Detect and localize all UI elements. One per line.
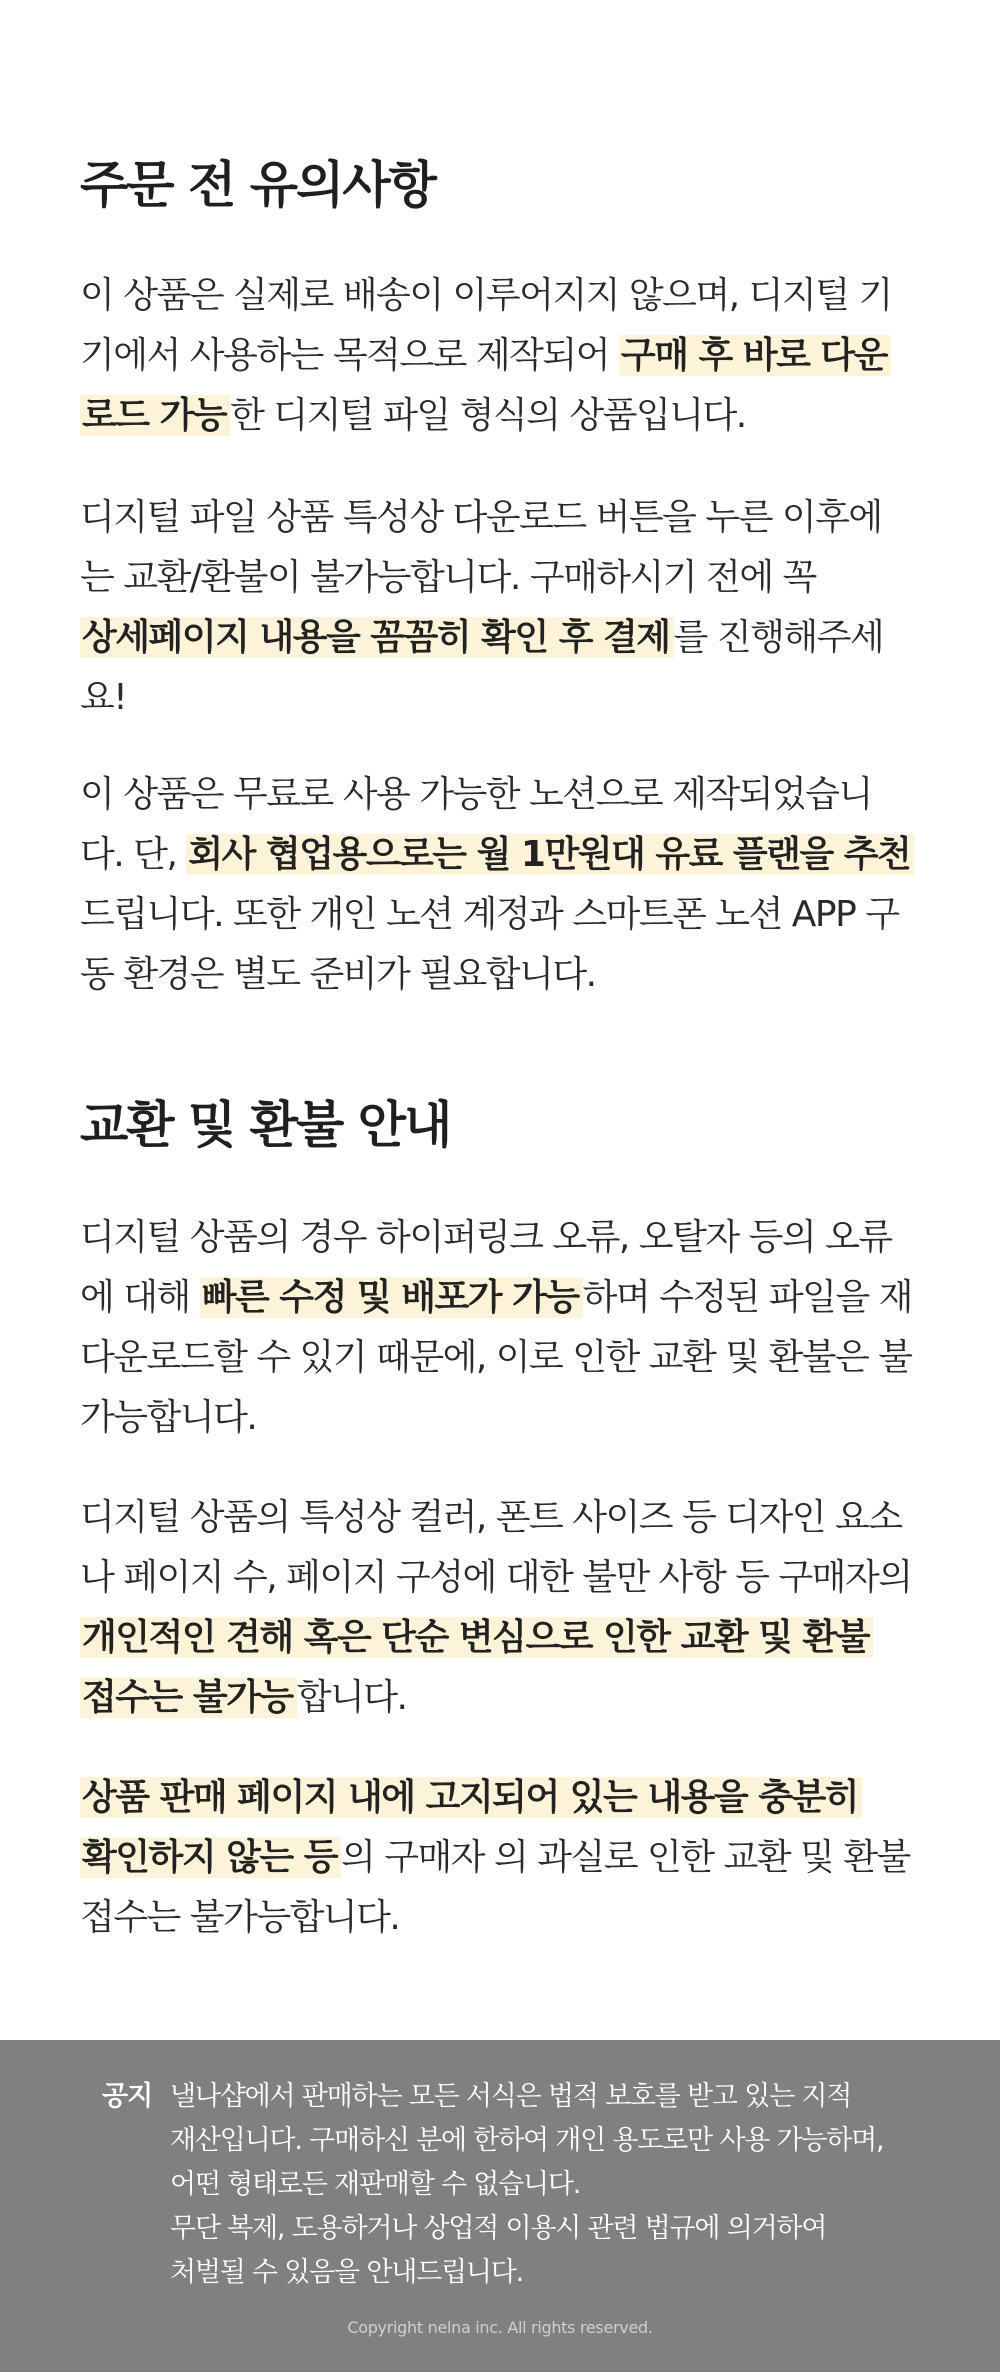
text-line: 요! [80, 677, 127, 718]
highlighted-text: 개인적인 견해 혹은 단순 변심으로 인한 교환 및 환불 [80, 1617, 873, 1658]
text-line: 디지털 파일 상품 특성상 다운로드 버튼을 누른 이후에 [80, 497, 882, 538]
text-line [80, 825, 960, 885]
text-run: 다. 단, [80, 834, 187, 875]
notice-label: 공지 [102, 2081, 153, 2112]
text-run: 한 디지털 파일 형식의 상품입니다. [230, 395, 746, 436]
text-line: 디지털 상품의 경우 하이퍼링크 오류, 오탈자 등의 오류 [80, 1217, 892, 1258]
highlighted-text: 구매 후 바로 다운 [619, 335, 891, 376]
text-line [80, 1768, 960, 1828]
highlighted-text: 회사 협업용으로는 월 1만원대 유료 플랜을 추천 [186, 834, 914, 875]
text-line [80, 1268, 960, 1328]
copyright-text: Copyright nelna inc. All rights reserved. [347, 2318, 653, 2337]
order-notice-paragraph-2 [80, 488, 960, 728]
highlighted-text: 확인하지 않는 등 [80, 1837, 341, 1878]
text-line: 가능합니다. [80, 1397, 257, 1438]
text-line [80, 608, 960, 668]
text-line: 이 상품은 실제로 배송이 이루어지지 않으며, 디지털 기 [80, 275, 892, 316]
text-line [80, 386, 960, 446]
notice-line: 낼나샵에서 판매하는 모든 서식은 법적 보호를 받고 있는 지적 [170, 2081, 852, 2112]
notice-line: 어떤 형태로든 재판매할 수 없습니다. [170, 2169, 581, 2200]
notice-line: 재산입니다. 구매하신 분에 한하여 개인 용도로만 사용 가능하며, [170, 2125, 884, 2156]
text-run: 를 진행해주세 [673, 617, 884, 658]
text-line [80, 326, 960, 386]
copyright-notice-footer [0, 2040, 1000, 2372]
section-title-refund-policy: 교환 및 환불 안내 [80, 1096, 451, 1154]
notice-line: 처벌될 수 있음을 안내드립니다. [170, 2257, 523, 2288]
text-run: 에 대해 [80, 1277, 200, 1318]
order-notice-paragraph-3 [80, 765, 960, 1005]
text-line: 이 상품은 무료로 사용 가능한 노션으로 제작되었습니 [80, 774, 872, 815]
text-line: 접수는 불가능합니다. [80, 1897, 400, 1938]
text-run: 기에서 사용하는 목적으로 제작되어 [80, 335, 619, 376]
notice-body [170, 2075, 883, 2295]
highlighted-text: 빠른 수정 및 배포가 가능 [200, 1277, 583, 1318]
highlighted-text: 상세페이지 내용을 꼼꼼히 확인 후 결제 [80, 617, 674, 658]
text-line: 는 교환/환불이 불가능합니다. 구매하시기 전에 꼭 [80, 557, 816, 598]
text-line [80, 1608, 960, 1668]
refund-paragraph-1 [80, 1208, 960, 1448]
order-notice-paragraph-1 [80, 266, 960, 446]
text-line: 드립니다. 또한 개인 노션 계정과 스마트폰 노션 APP 구 [80, 894, 899, 935]
text-line: 동 환경은 별도 준비가 필요합니다. [80, 954, 596, 995]
text-run: 합니다. [296, 1677, 407, 1718]
highlighted-text: 상품 판매 페이지 내에 고지되어 있는 내용을 충분히 [80, 1777, 862, 1818]
refund-paragraph-2 [80, 1488, 960, 1728]
text-line: 다운로드할 수 있기 때문에, 이로 인한 교환 및 환불은 불 [80, 1337, 912, 1378]
highlighted-text: 로드 가능 [80, 395, 230, 436]
text-line: 나 페이지 수, 페이지 구성에 대한 불만 사항 등 구매자의 [80, 1557, 912, 1598]
text-line [80, 1668, 960, 1728]
text-run: 의 구매자 의 과실로 인한 교환 및 환불 [341, 1837, 910, 1878]
text-line: 디지털 상품의 특성상 컬러, 폰트 사이즈 등 디자인 요소 [80, 1497, 902, 1538]
text-line [80, 1828, 960, 1888]
notice-line: 무단 복제, 도용하거나 상업적 이용시 관련 법규에 의거하여 [170, 2213, 827, 2244]
text-run: 하며 수정된 파일을 재 [582, 1277, 912, 1318]
highlighted-text: 접수는 불가능 [80, 1677, 297, 1718]
section-title-order-notice: 주문 전 유의사항 [80, 156, 435, 214]
refund-paragraph-3 [80, 1768, 960, 1948]
